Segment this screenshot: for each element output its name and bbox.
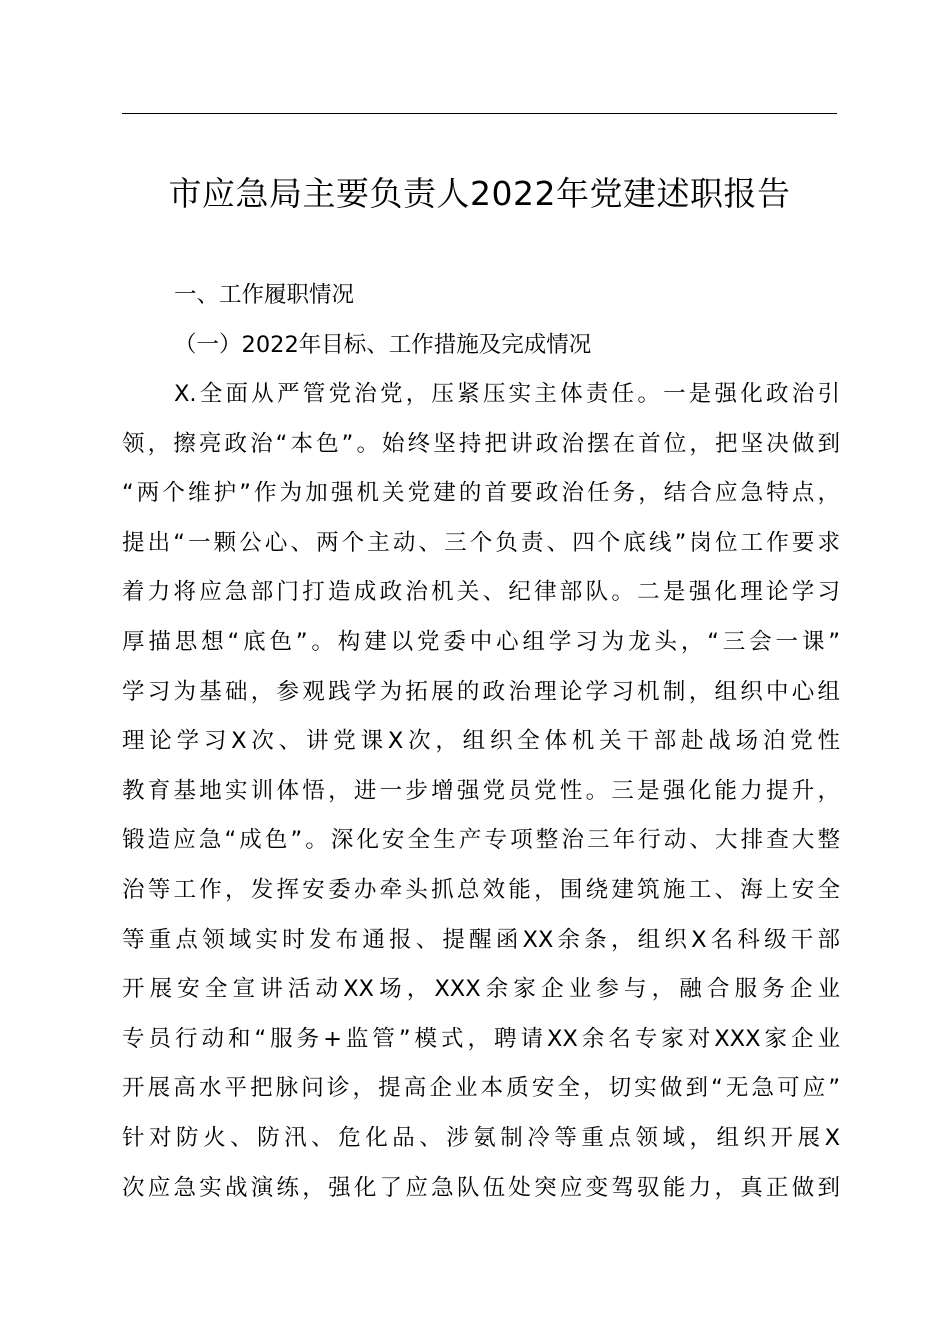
body-line: 次应急实战演练，强化了应急队伍处突应变驾驭能力，真正做到 bbox=[122, 1174, 840, 1201]
body-line: 着力将应急部门打造成政治机关、纪律部队。二是强化理论学习 bbox=[122, 579, 840, 606]
body-line: 厚描思想“底色”。构建以党委中心组学习为龙头，“三会一课” bbox=[122, 628, 840, 655]
body-line: 针对防火、防汛、危化品、涉氨制冷等重点领域，组织开展X bbox=[122, 1124, 840, 1151]
body-line: 学习为基础，参观践学为拓展的政治理论学习机制，组织中心组 bbox=[122, 678, 840, 705]
body-line: 开展高水平把脉问诊，提高企业本质安全，切实做到“无急可应” bbox=[122, 1075, 840, 1102]
body-line: 提出“一颗公心、两个主动、三个负责、四个底线”岗位工作要求 bbox=[122, 529, 840, 556]
body-line: 领，擦亮政治“本色”。始终坚持把讲政治摆在首位，把坚决做到 bbox=[122, 430, 840, 457]
body-line: 开展安全宣讲活动XX场，XXX余家企业参与，融合服务企业 bbox=[122, 976, 840, 1003]
header-rule bbox=[122, 113, 837, 114]
section-heading: 一、工作履职情况 bbox=[174, 282, 355, 308]
body-paragraph bbox=[122, 370, 840, 1213]
body-line: 理论学习X次、讲党课X次，组织全体机关干部赴战场泊党性 bbox=[122, 728, 840, 755]
body-line: 教育基地实训体悟，进一步增强党员党性。三是强化能力提升， bbox=[122, 777, 840, 804]
body-line: 专员行动和“服务+监管”模式，聘请XX余名专家对XXX家企业 bbox=[122, 1025, 840, 1052]
subsection-heading: （一）2022年目标、工作措施及完成情况 bbox=[174, 332, 592, 358]
body-line: 治等工作，发挥安委办牵头抓总效能，围绕建筑施工、海上安全 bbox=[122, 876, 840, 903]
body-line: 等重点领域实时发布通报、提醒函XX余条，组织X名科级干部 bbox=[122, 926, 840, 953]
body-line: X.全面从严管党治党，压紧压实主体责任。一是强化政治引 bbox=[174, 381, 840, 407]
document-title: 市应急局主要负责人2022年党建述职报告 bbox=[168, 174, 791, 213]
body-line: “两个维护”作为加强机关党建的首要政治任务，结合应急特点， bbox=[122, 480, 840, 507]
body-line: 锻造应急“成色”。深化安全生产专项整治三年行动、大排查大整 bbox=[122, 827, 840, 854]
